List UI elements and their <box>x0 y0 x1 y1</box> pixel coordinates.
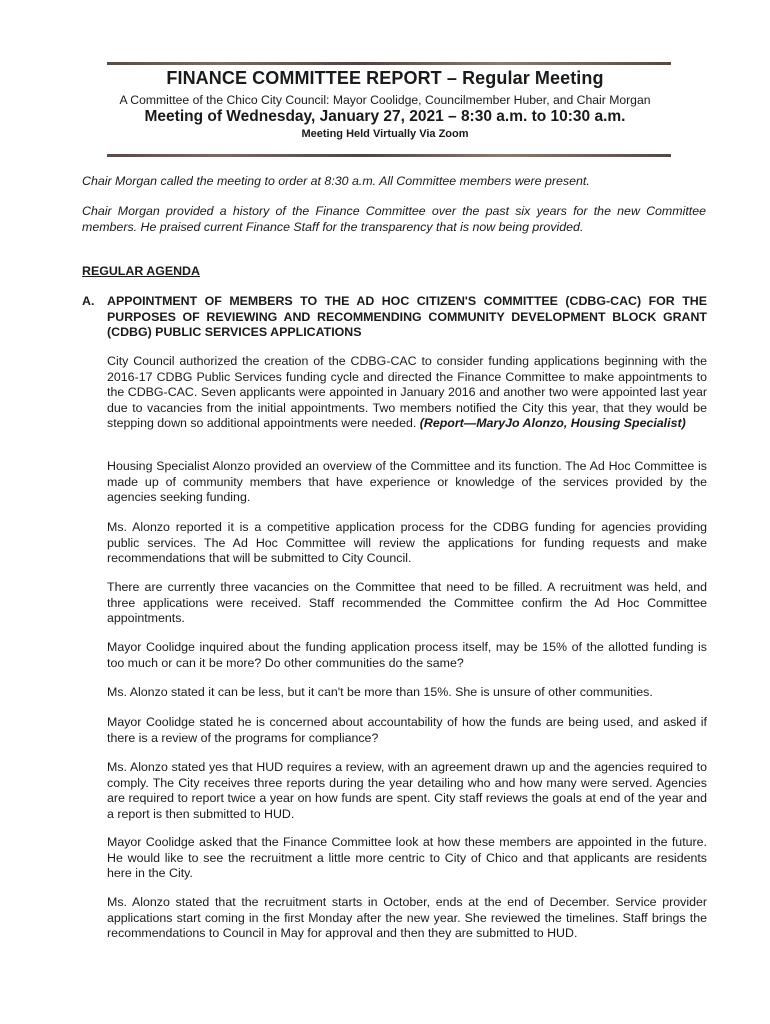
body-paragraph: Mayor Coolidge asked that the Finance Committee look at how these members are appointed in the future. He would like to see the recruitment a little more centric to City of Chico and that applicants are residents here in the City. <box>107 835 707 881</box>
committee-members-line: A Committee of the Chico City Council: Mayor Coolidge, Councilmember Huber, and Chair Morgan <box>119 93 651 107</box>
agenda-item-letter: A. <box>82 294 95 308</box>
body-paragraph: Mayor Coolidge stated he is concerned about accountability of how the funds are being used, and asked if there is a review of the programs for compliance? <box>107 715 707 745</box>
regular-agenda-heading: REGULAR AGENDA <box>82 264 200 278</box>
paragraph-text: City Council authorized the creation of the CDBG-CAC to consider funding applications beginning with the 2016-17 CDBG Public Services funding cycle and directed the Finance Committee to make appointments to the CDBG-CAC. Seven applicants were appointed in January 2016 and another two were appointed last year due to vacancies from the initial appointments. Two members notified the City this year, that they would be stepping down so additional appointments were needed. <box>107 354 707 431</box>
body-paragraph: Ms. Alonzo stated it can be less, but it can't be more than 15%. She is unsure of other communities. <box>107 685 653 699</box>
report-attribution: (Report—MaryJo Alonzo, Housing Specialist) <box>419 416 686 431</box>
body-paragraph: Mayor Coolidge inquired about the funding application process itself, may be 15% of the allotted funding is too much or can it be more? Do other communities do the same? <box>107 640 707 670</box>
body-paragraph: Ms. Alonzo stated yes that HUD requires a review, with an agreement drawn up and the agencies required to comply. The City receives three reports during the year detailing who and how many were served. Agencies are required to report twice a year on how funds are spent. City staff reviews the goals at end of the year and a report is then submitted to HUD. <box>107 760 707 821</box>
body-paragraph: Ms. Alonzo reported it is a competitive application process for the CDBG funding for agencies providing public services. The Ad Hoc Committee will review the applications for funding requests and make recommendations that will be submitted to City Council. <box>107 520 707 566</box>
call-to-order-paragraph: Chair Morgan called the meeting to order at 8:30 a.m. All Committee members were present. <box>82 174 590 188</box>
body-paragraph: Ms. Alonzo stated that the recruitment starts in October, ends at the end of December. Service provider applications start coming in the first Monday after the new year. She reviewed the timelines. Staff brings the recommendations to Council in May for approval and then they are submitted to HUD. <box>107 895 707 941</box>
report-title: FINANCE COMMITTEE REPORT – Regular Meeting <box>166 68 604 88</box>
meeting-virtual-line: Meeting Held Virtually Via Zoom <box>301 128 469 140</box>
body-paragraph: Housing Specialist Alonzo provided an overview of the Committee and its function. The Ad Hoc Committee is made up of community members that have experience or knowledge of the services provided by the agencies seeking funding. <box>107 459 707 505</box>
body-paragraph: There are currently three vacancies on the Committee that need to be filled. A recruitment was held, and three applications were received. Staff recommended the Committee confirm the Ad Hoc Committee appointments. <box>107 580 707 626</box>
history-paragraph: Chair Morgan provided a history of the Finance Committee over the past six years for the new Committee members. He praised current Finance Staff for the transparency that is now being provided. <box>82 204 706 234</box>
body-paragraph <box>107 354 707 432</box>
header-top-rule <box>107 62 671 65</box>
meeting-date-line: Meeting of Wednesday, January 27, 2021 – 8:30 a.m. to 10:30 a.m. <box>144 108 626 125</box>
agenda-item-title: APPOINTMENT OF MEMBERS TO THE AD HOC CITIZEN'S COMMITTEE (CDBG-CAC) FOR THE PURPOSES OF REVIEWING AND RECOMMENDING COMMUNITY DEVELOPMENT BLOCK GRANT (CDBG) PUBLIC SERVICES APPLICATIONS <box>107 294 707 340</box>
header-bottom-rule <box>107 154 671 157</box>
